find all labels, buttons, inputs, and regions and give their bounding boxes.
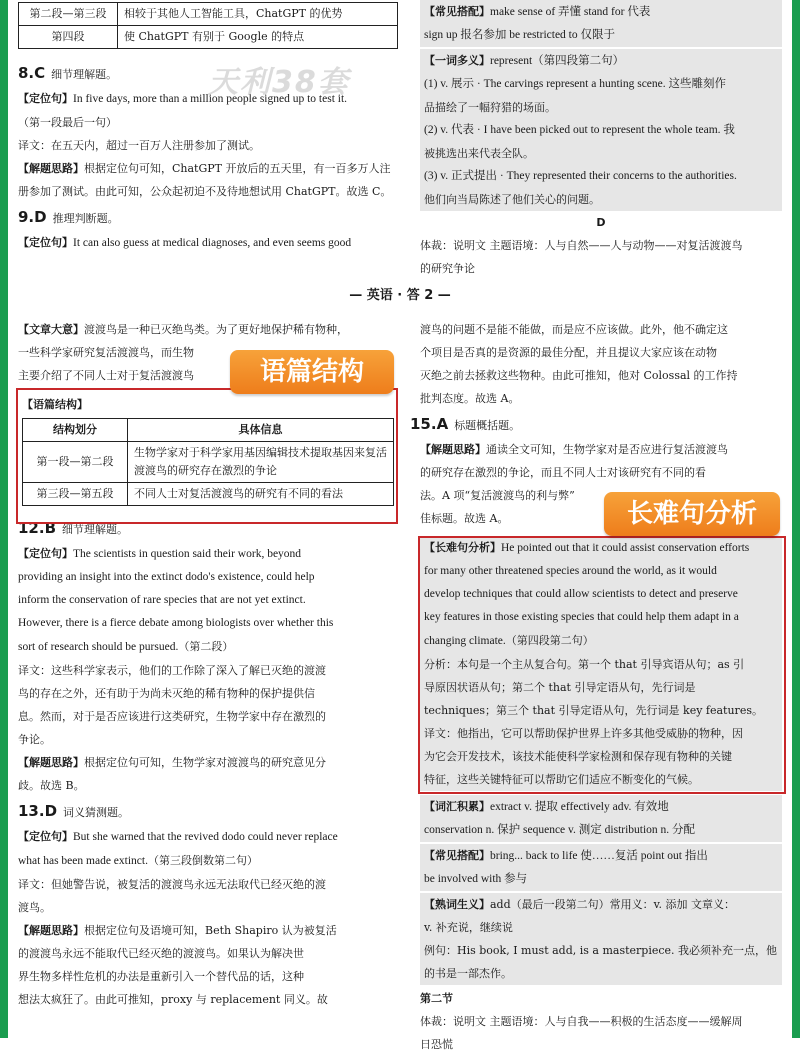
idea-text: 通读全文可知，生物学家对是否应进行复活渡渡鸟 <box>486 443 728 456</box>
table-cell-part: 第二段—第三段 <box>19 3 118 26</box>
callout-long-sentence: 长难句分析 <box>604 492 780 536</box>
question-type: 细节理解题。 <box>51 68 118 81</box>
summary-tag: 【文章大意】 <box>18 323 84 336</box>
table-row <box>19 3 398 26</box>
collocation-tag: 【常见搭配】 <box>424 5 490 18</box>
table-cell-info: 生物学家对于科学家用基因编辑技术提取基因来复活渡渡鸟的研究存在激烈的争论 <box>128 442 394 483</box>
locate-tag: 【定位句】 <box>18 92 73 105</box>
familiar-line: add（最后一段第二句）常用义：v. 添加 文章义： <box>490 898 736 911</box>
polysemy-sense: (3) v. 正式提出 · They represented their concerns to the authorities. <box>424 170 737 182</box>
locate-ref: （第三段倒数第二句） <box>147 854 258 867</box>
summary-text: 渡渡鸟是一种已灭绝鸟类。为了更好地保护稀有物种， <box>84 323 348 336</box>
translation-line: 特征，这些关键特征可以帮助它们适应不断变化的气候。 <box>424 773 699 786</box>
translation-line: 译文：他指出，它可以帮助保护世界上许多其他受威胁的物种，因 <box>424 727 743 740</box>
idea-tag: 【解题思路】 <box>420 443 486 456</box>
table-cell-info: 不同人士对复活渡渡鸟的研究有不同的看法 <box>128 483 394 506</box>
translation-line: 渡鸟。 <box>18 901 51 914</box>
left-green-border <box>0 0 8 1038</box>
idea-text: 根据定位句可知，生物学家对渡渡鸟的研究意见分 <box>84 756 326 769</box>
genre-line: 体裁：说明文 主题语境：人与自我——积极的生活态度——缓解周 <box>420 1015 743 1028</box>
structure-highlight-box <box>16 388 398 524</box>
idea-tag: 【解题思路】 <box>18 756 84 769</box>
locate-sentence: providing an insight into the extinct dodo's existence, could help <box>18 571 315 583</box>
idea-tag: 【解题思路】 <box>18 924 84 937</box>
locate-ref: （第二段） <box>178 640 234 653</box>
familiar-tag: 【熟词生义】 <box>424 898 490 911</box>
callout-structure: 语篇结构 <box>230 350 394 394</box>
section-letter: D <box>596 216 606 229</box>
familiar-line: v. 补充说，继续说 <box>424 921 513 934</box>
collocation-tag: 【常见搭配】 <box>424 849 490 862</box>
collocation-line: be involved with 参与 <box>424 873 528 885</box>
idea-tag: 【解题思路】 <box>18 162 84 175</box>
translation-line: 译文：这些科学家表示，他们的工作除了深入了解已灭绝的渡渡 <box>18 664 326 677</box>
idea-text: 法。A 项“复活渡渡鸟的利与弊” <box>420 489 575 502</box>
table-cell-part: 第三段—第五段 <box>23 483 128 506</box>
translation-line: 争论。 <box>18 733 51 746</box>
table-header-info: 具体信息 <box>128 419 394 442</box>
polysemy-sense: (1) v. 展示 · The carvings represent a hunting scene. 这些雕刻作 <box>424 78 727 90</box>
polysemy-sense: 品描绘了一幅狩猎的场面。 <box>424 101 556 114</box>
q9-heading <box>18 205 398 231</box>
q8-locate-ref: （第一段最后一句） <box>18 116 117 129</box>
question-number: 8.C <box>18 64 46 82</box>
locate-sentence <box>18 635 398 659</box>
locate-sentence: The scientists in question said their work, beyond <box>73 548 302 560</box>
q13-idea <box>18 919 398 942</box>
right-green-border <box>792 0 800 1038</box>
idea-text: 想法太疯狂了。由此可推知，proxy 与 replacement 同义。故 <box>18 993 328 1006</box>
section2-title: 第二节 <box>420 992 453 1005</box>
long-sentence-highlight-box <box>418 536 786 794</box>
analysis-line: techniques；第三个 that 引导定语从句，先行词是 key features。 <box>424 704 763 717</box>
page-footer: — 英语 · 答 2 — <box>349 288 451 303</box>
idea-text: 佳标题。故选 A。 <box>420 512 509 525</box>
top-right-column <box>420 0 782 280</box>
locate-sentence <box>18 849 398 873</box>
watermark-logo: 天利38套 <box>208 65 350 100</box>
translation-line: 息。然而，对于是否应该进行这类研究，生物学家中存在激烈的 <box>18 710 326 723</box>
table-cell-part: 第一段—第二段 <box>23 442 128 483</box>
example-line: 例句：His book, I must add, is a masterpiece. 我必须补充一点，他 <box>424 944 778 957</box>
continued-line: 渡鸟的问题不是能不能做，而是应不应该做。此外，他不确定这 <box>420 323 728 336</box>
q13-locate <box>18 825 398 849</box>
question-number: 15.A <box>410 415 449 433</box>
question-type: 推理判断题。 <box>52 212 119 225</box>
long-sentence-tag: 【长难句分析】 <box>424 541 501 554</box>
vocab-box <box>420 795 782 842</box>
summary-line <box>18 318 398 341</box>
q9-locate <box>18 231 398 255</box>
question-type: 标题概括题。 <box>454 419 521 432</box>
table-cell-part: 第四段 <box>19 26 118 49</box>
vocab-tag: 【词汇积累】 <box>424 800 490 813</box>
question-number: 12.B <box>18 519 57 537</box>
question-type: 细节理解题。 <box>62 523 129 536</box>
locate-tag: 【定位句】 <box>18 547 73 560</box>
locate-tag: 【定位句】 <box>18 830 73 843</box>
q12-idea <box>18 751 398 774</box>
collocation2-box <box>420 844 782 891</box>
q15-heading <box>410 412 782 438</box>
table-header-part: 结构划分 <box>23 419 128 442</box>
locate-sentence: inform the conservation of rare species that are not yet extinct. <box>18 594 306 606</box>
collocation-box <box>420 0 782 47</box>
question-type: 词义猜测题。 <box>63 806 130 819</box>
continued-line: 个项目是否真的是资源的最佳分配，并且提议大家应该在动物 <box>420 346 717 359</box>
polysemy-head: represent（第四段第二句） <box>490 55 625 67</box>
translation-line: 译文：但她警告说，被复活的渡渡鸟永远无法取代已经灭绝的渡 <box>18 878 326 891</box>
q12-locate <box>18 542 398 566</box>
question-number: 13.D <box>18 802 58 820</box>
q8-idea <box>18 157 398 203</box>
continued-line: 批判态度。故选 A。 <box>420 392 520 405</box>
locate-sentence: It can also guess at medical diagnoses, and even seems good <box>73 237 352 249</box>
table-cell-info: 使 ChatGPT 有别于 Google 的特点 <box>118 26 398 49</box>
top-left-column <box>18 0 398 255</box>
genre-line: 体裁：说明文 主题语境：人与自然——人与动物——对复活渡渡鸟 <box>420 239 743 252</box>
locate-sentence: But she warned that the revived dodo could never replace <box>73 831 338 843</box>
locate-tag: 【定位句】 <box>18 236 73 249</box>
example-line: 的书是一部杰作。 <box>424 967 512 980</box>
long-sentence-en: changing climate. <box>424 635 506 647</box>
collocation-line: bring... back to life 使……复活 point out 指出 <box>490 850 708 862</box>
locate-sentence: In five days, more than a million people signed up to test it. <box>73 93 348 105</box>
locate-sentence-end: what has been made extinct. <box>18 855 148 867</box>
long-sentence-en: key features in those existing species that could help them adapt in a <box>424 611 739 623</box>
q15-idea <box>420 438 782 461</box>
idea-text: 根据定位句可知，ChatGPT 开放后的五天里，有一百多万人注册参加了测试。由此可知，公众起初迫不及待地想试用 ChatGPT。故选 C。 <box>18 162 392 198</box>
vocab-line: conservation n. 保护 sequence v. 测定 distribution n. 分配 <box>424 824 696 836</box>
analysis-line: 分析：本句是一个主从复合句。第一个 that 引导宾语从句；as 引 <box>424 658 745 671</box>
polysemy-box <box>420 49 782 211</box>
polysemy-sense: 他们向当局陈述了他们关心的问题。 <box>424 193 600 206</box>
polysemy-tag: 【一词多义】 <box>424 54 490 67</box>
vocab-line: extract v. 提取 effectively adv. 有效地 <box>490 801 669 813</box>
polysemy-sense: (2) v. 代表 · I have been picked out to represent the whole team. 我 <box>424 124 735 136</box>
polysemy-sense: 被挑选出来代表全队。 <box>424 147 534 160</box>
familiar-word-box <box>420 893 782 985</box>
question-number: 9.D <box>18 208 47 226</box>
long-sentence-en: develop techniques that could allow scientists to detect and preserve <box>424 588 738 600</box>
translation-line: 鸟的存在之外，还有助于为尚未灭绝的稀有物种的保护提供信 <box>18 687 315 700</box>
answer-page <box>8 0 792 1051</box>
continued-line: 灭绝之前去拯救这些物种。由此可推知，他对 Colossal 的工作持 <box>420 369 738 382</box>
genre-line: 的研究争论 <box>420 262 475 275</box>
genre-line: 日恐慌 <box>420 1038 453 1051</box>
long-sentence-en: He pointed out that it could assist conservation efforts <box>501 542 750 554</box>
idea-text: 的研究存在激烈的争论，而且不同人士对该研究有不同的看 <box>420 466 706 479</box>
collocation-line: make sense of 弄懂 stand for 代表 <box>490 6 651 18</box>
structure-tag: 【语篇结构】 <box>22 398 88 411</box>
idea-text: 歧。故选 B。 <box>18 779 85 792</box>
table-row <box>19 26 398 49</box>
long-sentence-ref: （第四段第二句） <box>505 634 594 647</box>
idea-text: 根据定位句及语境可知，Beth Shapiro 认为被复活 <box>84 924 337 937</box>
long-sentence-en: for many other threatened species around the world, as it would <box>424 565 717 577</box>
top-structure-table <box>18 2 398 49</box>
q8-translation: 译文：在五天内，超过一百万人注册参加了测试。 <box>18 139 260 152</box>
summary-line: 一些科学家研究复活渡渡鸟，而生物 <box>18 346 194 359</box>
locate-sentence: However, there is a fierce debate among biologists over whether this <box>18 617 334 629</box>
translation-line: 为它会开发技术，该技术能使科学家检测和保存现有物种的关键 <box>424 750 732 763</box>
analysis-line: 导原因状语从句；第二个 that 引导定语从句，先行词是 <box>424 681 696 694</box>
q13-heading <box>18 799 398 825</box>
locate-sentence-end: sort of research should be pursued. <box>18 641 179 653</box>
idea-text: 的渡渡鸟永远不能取代已经灭绝的渡渡鸟。如果认为解决世 <box>18 947 304 960</box>
table-cell-info: 相较于其他人工智能工具，ChatGPT 的优势 <box>118 3 398 26</box>
idea-text: 界生物多样性危机的办法是重新引入一个替代品的话，这种 <box>18 970 304 983</box>
collocation-line: sign up 报名参加 be restricted to 仅限于 <box>424 29 616 41</box>
summary-line: 主要介绍了不同人士对于复活渡渡鸟 <box>18 369 194 382</box>
